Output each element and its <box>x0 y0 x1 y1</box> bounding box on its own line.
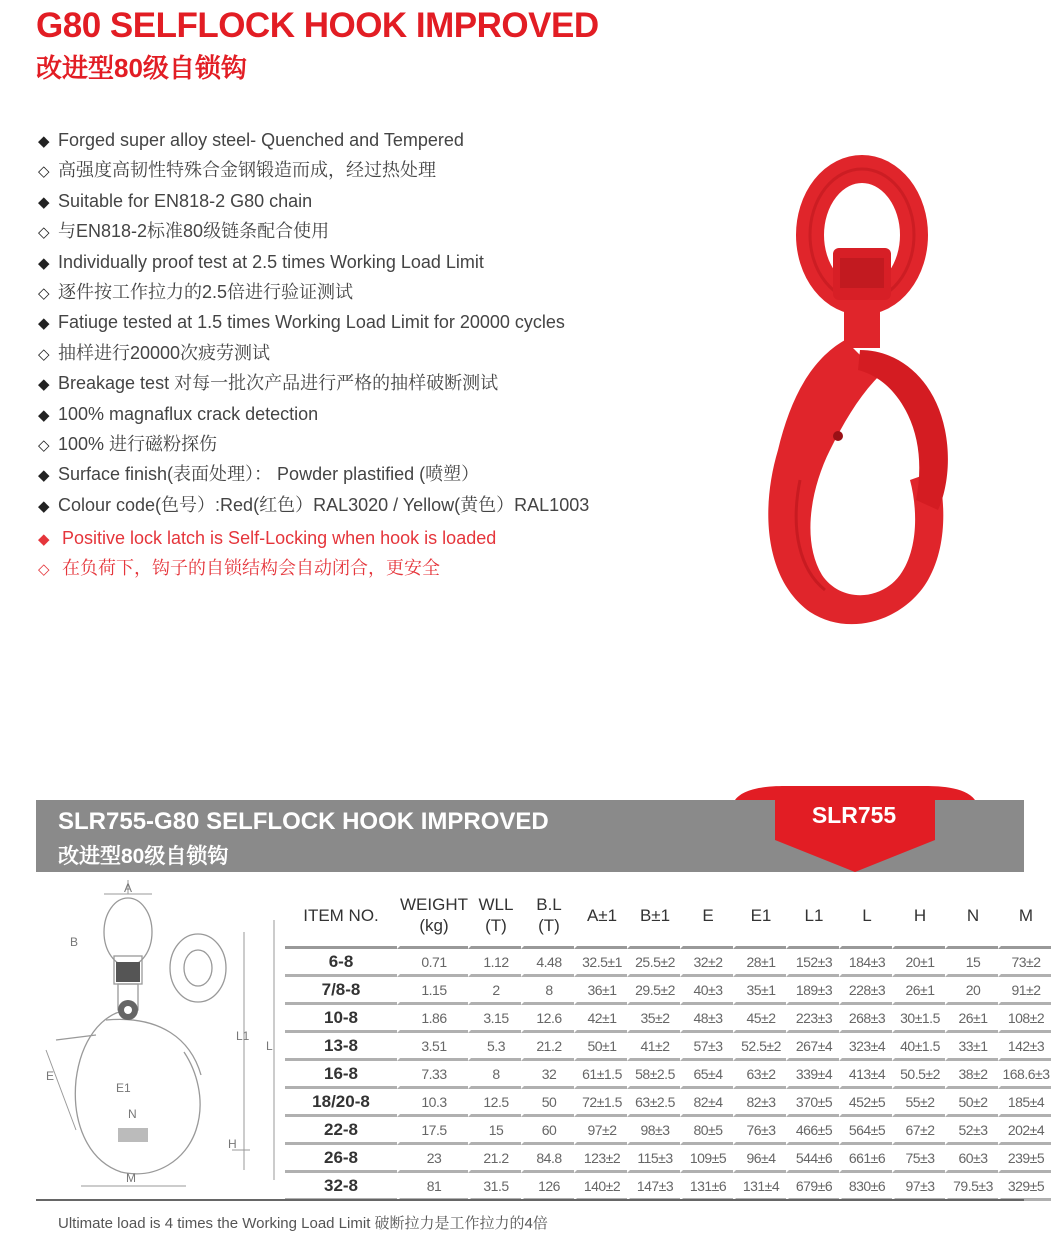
column-header-label: B±1 <box>639 905 671 925</box>
column-header-label: E1 <box>750 905 772 925</box>
bullet-icon: ◆ <box>38 406 50 424</box>
table-cell: 3.15 <box>468 1005 521 1033</box>
table-cell: 35±1 <box>733 977 786 1005</box>
table-cell: 466±5 <box>786 1117 839 1145</box>
table-cell: 72±1.5 <box>574 1089 627 1117</box>
dim-label-e: E <box>46 1069 55 1083</box>
table-cell: 32.5±1 <box>574 949 627 977</box>
table-cell: 73±2 <box>998 949 1051 977</box>
table-cell: 32±2 <box>680 949 733 977</box>
dim-label-n: N <box>128 1107 137 1121</box>
item-text: Colour code(色号）:Red(红色）RAL3020 / Yellow(黄色）RAL1003 <box>58 494 590 515</box>
item-number-cell: 18/20-8 <box>285 1089 397 1117</box>
table-cell: 55±2 <box>892 1089 945 1117</box>
feature-item <box>38 491 589 521</box>
table-cell: 20±1 <box>892 949 945 977</box>
dim-label-b: B <box>70 935 79 949</box>
bullet-icon: ◆ <box>38 254 50 272</box>
bullet-icon: ◇ <box>38 163 50 181</box>
feature-item <box>38 248 589 278</box>
table-cell: 29.5±2 <box>627 977 680 1005</box>
column-header <box>468 884 521 949</box>
table-cell: 58±2.5 <box>627 1061 680 1089</box>
item-number-cell: 26-8 <box>285 1145 397 1173</box>
bullet-icon: ◆ <box>38 133 50 150</box>
item-number-cell: 22-8 <box>285 1117 397 1145</box>
table-cell: 67±2 <box>892 1117 945 1145</box>
table-cell: 564±5 <box>839 1117 892 1145</box>
table-cell: 25.5±2 <box>627 949 680 977</box>
column-header-label: L <box>862 905 872 925</box>
table-cell: 184±3 <box>839 949 892 977</box>
item-text: Surface finish(表面处理）： Powder plastified (喷塑） <box>58 464 480 485</box>
table-cell: 26±1 <box>945 1005 998 1033</box>
item-text: Breakage test 对每一批次产品进行严格的抽样破断测试 <box>58 373 499 394</box>
table-cell: 50 <box>521 1089 574 1117</box>
page-title-cn: 改进型80级自锁钩 <box>36 53 247 83</box>
feature-item <box>38 156 589 186</box>
model-badge-label: SLR755 <box>811 802 897 828</box>
bullet-icon: ◆ <box>38 315 50 333</box>
item-text: Forged super alloy steel- Quenched and Tempered <box>58 130 464 150</box>
table-row <box>285 1033 1051 1061</box>
feature-item <box>38 460 589 490</box>
table-cell: 23 <box>397 1145 468 1173</box>
table-cell: 50±1 <box>574 1033 627 1061</box>
bullet-icon: ◆ <box>38 376 50 394</box>
table-cell: 223±3 <box>786 1005 839 1033</box>
column-header-label: N <box>966 905 980 925</box>
bullet-icon: ◇ <box>38 345 50 363</box>
footnote: Ultimate load is 4 times the Working Load Limit 破断拉力是工作拉力的4倍 <box>58 1215 548 1232</box>
swivel-neck <box>844 300 880 348</box>
table-cell: 126 <box>521 1173 574 1201</box>
table-cell: 36±1 <box>574 977 627 1005</box>
feature-item <box>38 187 589 217</box>
table-cell: 115±3 <box>627 1145 680 1173</box>
model-badge <box>735 786 975 876</box>
table-cell: 142±3 <box>998 1033 1051 1061</box>
dim-label-l: L <box>266 1039 273 1053</box>
table-cell: 267±4 <box>786 1033 839 1061</box>
column-header-label: M <box>1018 905 1034 925</box>
item-text: 100% 进行磁粉探伤 <box>58 434 218 455</box>
table-cell: 96±4 <box>733 1145 786 1173</box>
table-row <box>285 1145 1051 1173</box>
item-text: Fatiuge tested at 1.5 times Working Load Limit for 20000 cycles <box>58 312 565 333</box>
column-header <box>892 884 945 949</box>
table-cell: 131±6 <box>680 1173 733 1201</box>
column-header <box>945 884 998 949</box>
column-header <box>574 884 627 949</box>
table-cell: 42±1 <box>574 1005 627 1033</box>
item-text: Suitable for EN818-2 G80 chain <box>58 190 313 211</box>
table-cell: 33±1 <box>945 1033 998 1061</box>
table-cell: 60 <box>521 1117 574 1145</box>
feature-item <box>38 430 589 460</box>
feature-list <box>38 126 589 521</box>
table-cell: 5.3 <box>468 1033 521 1061</box>
table-cell: 339±4 <box>786 1061 839 1089</box>
table-cell: 17.5 <box>397 1117 468 1145</box>
hook-product-image <box>740 150 980 640</box>
item-text: 高强度高韧性特殊合金钢锻造而成，经过热处理 <box>58 160 436 181</box>
spec-table <box>285 884 1051 1201</box>
item-number-cell: 6-8 <box>285 949 397 977</box>
table-cell: 10.3 <box>397 1089 468 1117</box>
bullet-icon: ◇ <box>38 224 50 242</box>
column-header <box>733 884 786 949</box>
table-cell: 15 <box>945 949 998 977</box>
table-cell: 31.5 <box>468 1173 521 1201</box>
column-header-unit: (kg) <box>419 916 449 935</box>
item-text: 逐件按工作拉力的2.5倍进行验证测试 <box>58 282 354 303</box>
table-cell: 228±3 <box>839 977 892 1005</box>
column-header <box>998 884 1051 949</box>
table-cell: 97±3 <box>892 1173 945 1201</box>
dim-label-a: A <box>124 881 133 895</box>
bullet-icon: ◆ <box>38 467 50 485</box>
table-cell: 60±3 <box>945 1145 998 1173</box>
table-cell: 2 <box>468 977 521 1005</box>
table-cell: 98±3 <box>627 1117 680 1145</box>
lock-note-list <box>38 524 496 585</box>
table-cell: 1.15 <box>397 977 468 1005</box>
column-header <box>285 884 397 949</box>
dim-label-e1: E1 <box>116 1081 131 1095</box>
feature-item <box>38 400 589 430</box>
table-row <box>285 977 1051 1005</box>
table-cell: 26±1 <box>892 977 945 1005</box>
table-cell: 32 <box>521 1061 574 1089</box>
table-row <box>285 1117 1051 1145</box>
table-cell: 108±2 <box>998 1005 1051 1033</box>
bullet-icon: ◇ <box>38 285 50 303</box>
table-row <box>285 1173 1051 1201</box>
column-header-label: ITEM NO. <box>303 905 379 925</box>
table-cell: 80±5 <box>680 1117 733 1145</box>
column-header-label: WEIGHT <box>400 895 468 914</box>
table-cell: 75±3 <box>892 1145 945 1173</box>
table-cell: 40±1.5 <box>892 1033 945 1061</box>
table-cell: 50±2 <box>945 1089 998 1117</box>
feature-item <box>38 369 589 399</box>
table-cell: 131±4 <box>733 1173 786 1201</box>
item-text: 抽样进行20000次疲劳测试 <box>58 342 271 363</box>
table-cell: 4.48 <box>521 949 574 977</box>
table-cell: 48±3 <box>680 1005 733 1033</box>
feature-item <box>38 339 589 369</box>
feature-item <box>38 308 589 338</box>
lock-note-item <box>38 524 496 554</box>
table-cell: 140±2 <box>574 1173 627 1201</box>
table-row <box>285 1005 1051 1033</box>
table-cell: 268±3 <box>839 1005 892 1033</box>
table-cell: 21.2 <box>468 1145 521 1173</box>
table-cell: 452±5 <box>839 1089 892 1117</box>
table-cell: 12.6 <box>521 1005 574 1033</box>
item-number-cell: 32-8 <box>285 1173 397 1201</box>
table-cell: 8 <box>521 977 574 1005</box>
table-cell: 0.71 <box>397 949 468 977</box>
table-cell: 38±2 <box>945 1061 998 1089</box>
table-bottom-rule <box>36 1199 1024 1201</box>
column-header-label: E <box>702 905 714 925</box>
column-header-label: H <box>913 905 927 925</box>
table-cell: 35±2 <box>627 1005 680 1033</box>
table-cell: 239±5 <box>998 1145 1051 1173</box>
table-cell: 7.33 <box>397 1061 468 1089</box>
table-cell: 52.5±2 <box>733 1033 786 1061</box>
table-cell: 61±1.5 <box>574 1061 627 1089</box>
table-cell: 679±6 <box>786 1173 839 1201</box>
table-cell: 152±3 <box>786 949 839 977</box>
table-row <box>285 1061 1051 1089</box>
hook-latch <box>858 350 948 510</box>
table-cell: 1.86 <box>397 1005 468 1033</box>
table-cell: 84.8 <box>521 1145 574 1173</box>
banner-title: SLR755-G80 SELFLOCK HOOK IMPROVED <box>58 808 549 835</box>
dim-label-l1: L1 <box>236 1029 250 1043</box>
table-cell: 20 <box>945 977 998 1005</box>
table-cell: 8 <box>468 1061 521 1089</box>
table-cell: 81 <box>397 1173 468 1201</box>
item-text: 在负荷下，钩子的自锁结构会自动闭合，更安全 <box>62 558 440 579</box>
lock-note-item <box>38 554 496 584</box>
column-header <box>680 884 733 949</box>
dimension-diagram <box>36 880 286 1198</box>
table-cell: 91±2 <box>998 977 1051 1005</box>
table-cell: 63±2.5 <box>627 1089 680 1117</box>
column-header-label: L1 <box>804 905 824 925</box>
table-cell: 329±5 <box>998 1173 1051 1201</box>
column-header-label: WLL <box>478 895 514 914</box>
table-cell: 45±2 <box>733 1005 786 1033</box>
table-cell: 65±4 <box>680 1061 733 1089</box>
column-header-label: B.L <box>536 895 562 914</box>
table-cell: 661±6 <box>839 1145 892 1173</box>
table-row <box>285 1089 1051 1117</box>
table-cell: 323±4 <box>839 1033 892 1061</box>
table-cell: 544±6 <box>786 1145 839 1173</box>
item-text: 100% magnaflux crack detection <box>58 403 319 424</box>
dim-label-h: H <box>228 1137 237 1151</box>
table-cell: 202±4 <box>998 1117 1051 1145</box>
feature-item <box>38 126 589 156</box>
table-cell: 97±2 <box>574 1117 627 1145</box>
table-cell: 109±5 <box>680 1145 733 1173</box>
column-header <box>521 884 574 949</box>
table-cell: 413±4 <box>839 1061 892 1089</box>
item-text: 与EN818-2标准80级链条配合使用 <box>58 221 330 242</box>
item-number-cell: 7/8-8 <box>285 977 397 1005</box>
table-cell: 370±5 <box>786 1089 839 1117</box>
item-number-cell: 13-8 <box>285 1033 397 1061</box>
table-cell: 63±2 <box>733 1061 786 1089</box>
column-header <box>627 884 680 949</box>
item-text: Individually proof test at 2.5 times Working Load Limit <box>58 251 484 272</box>
banner-subtitle: 改进型80级自锁钩 <box>58 845 229 868</box>
bullet-icon: ◆ <box>38 193 50 211</box>
table-cell: 1.12 <box>468 949 521 977</box>
column-header-label: A±1 <box>586 905 618 925</box>
table-cell: 21.2 <box>521 1033 574 1061</box>
table-cell: 28±1 <box>733 949 786 977</box>
table-cell: 50.5±2 <box>892 1061 945 1089</box>
table-cell: 41±2 <box>627 1033 680 1061</box>
page-title: G80 SELFLOCK HOOK IMPROVED <box>36 6 599 45</box>
spec-table-header <box>285 884 1051 949</box>
dim-label-m: M <box>126 1171 136 1185</box>
column-header <box>786 884 839 949</box>
bullet-icon: ◇ <box>38 437 50 455</box>
table-cell: 12.5 <box>468 1089 521 1117</box>
spec-table-body <box>285 949 1051 1201</box>
table-cell: 82±4 <box>680 1089 733 1117</box>
table-cell: 189±3 <box>786 977 839 1005</box>
column-header-unit: (T) <box>485 916 507 935</box>
table-cell: 123±2 <box>574 1145 627 1173</box>
column-header <box>397 884 468 949</box>
table-cell: 79.5±3 <box>945 1173 998 1201</box>
feature-item <box>38 217 589 247</box>
table-cell: 52±3 <box>945 1117 998 1145</box>
table-cell: 82±3 <box>733 1089 786 1117</box>
feature-item <box>38 278 589 308</box>
table-row <box>285 949 1051 977</box>
bullet-icon: ◆ <box>38 497 50 515</box>
table-cell: 40±3 <box>680 977 733 1005</box>
table-cell: 15 <box>468 1117 521 1145</box>
bullet-icon: ◇ <box>38 561 50 579</box>
table-cell: 3.51 <box>397 1033 468 1061</box>
table-cell: 185±4 <box>998 1089 1051 1117</box>
table-cell: 30±1.5 <box>892 1005 945 1033</box>
column-header-unit: (T) <box>538 916 560 935</box>
table-cell: 830±6 <box>839 1173 892 1201</box>
bullet-icon: ◆ <box>38 531 50 548</box>
table-cell: 147±3 <box>627 1173 680 1201</box>
item-number-cell: 10-8 <box>285 1005 397 1033</box>
table-cell: 168.6±3 <box>998 1061 1051 1089</box>
table-cell: 76±3 <box>733 1117 786 1145</box>
item-number-cell: 16-8 <box>285 1061 397 1089</box>
column-header <box>839 884 892 949</box>
table-cell: 57±3 <box>680 1033 733 1061</box>
item-text: Positive lock latch is Self-Locking when hook is loaded <box>62 528 497 548</box>
